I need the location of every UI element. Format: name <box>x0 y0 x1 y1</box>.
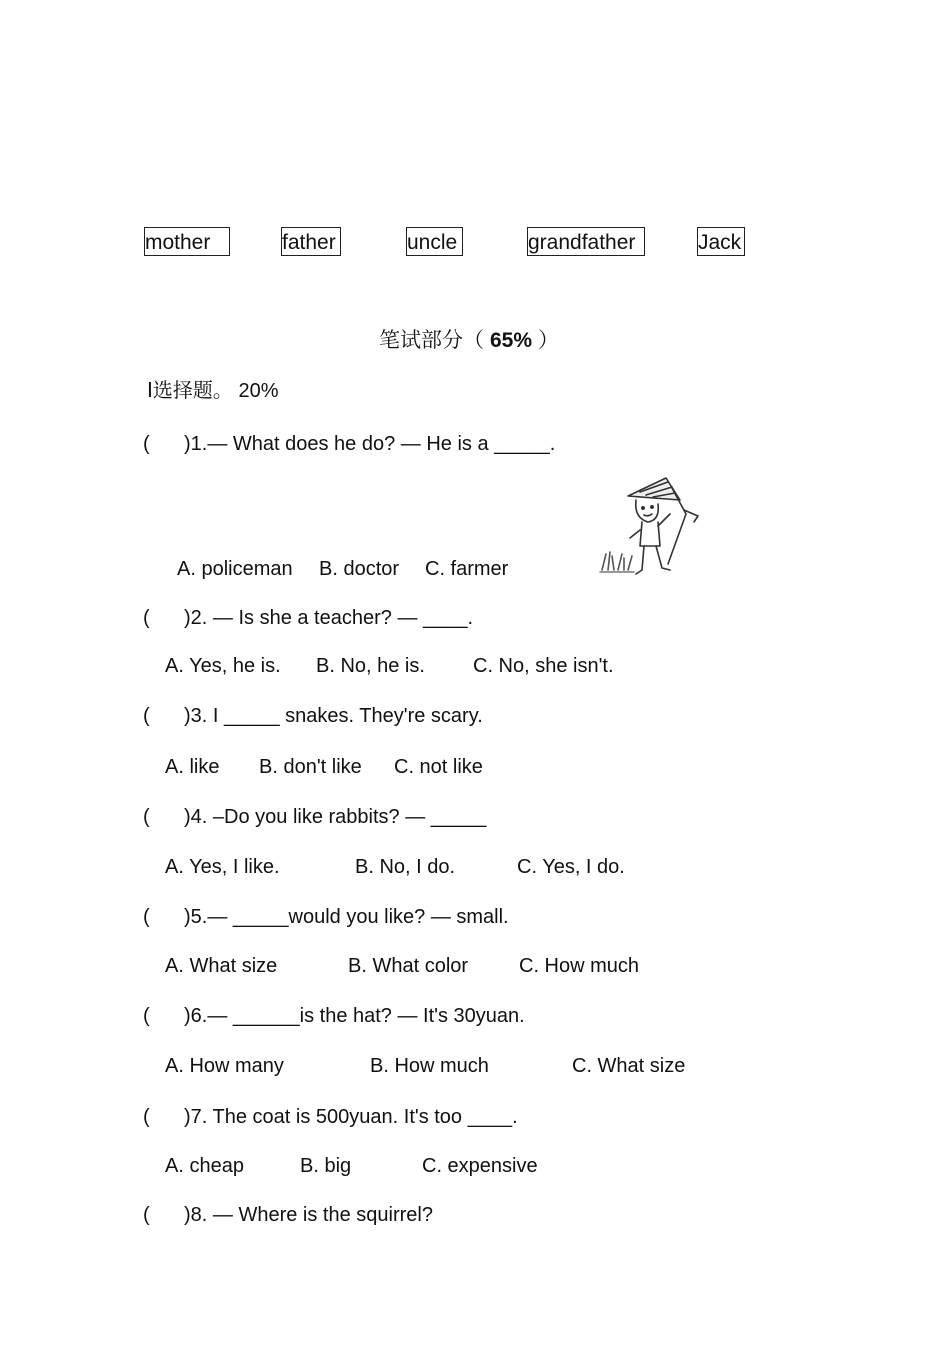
q6-option-b: B. How much <box>370 1055 489 1077</box>
q4-bracket: ( <box>143 806 150 828</box>
q1-option-b: B. doctor <box>319 558 400 580</box>
q7-option-b: B. big <box>300 1155 352 1177</box>
q6-stem: )6.— ______is the hat? — It's 30yuan. <box>184 1005 525 1027</box>
q6-option-c: C. What size <box>572 1055 686 1077</box>
q8-stem: )8. — Where is the squirrel? <box>184 1204 433 1226</box>
q1-bracket: ( <box>143 433 150 455</box>
section-title-suffix: ） <box>538 329 560 352</box>
part1-heading: Ⅰ选择题。 20% <box>147 380 279 402</box>
q2-option-b: B. No, he is. <box>316 655 425 677</box>
q7-option-a: A. cheap <box>165 1155 244 1177</box>
q4-option-a: A. Yes, I like. <box>165 856 280 878</box>
q5-option-a: A. What size <box>165 955 278 977</box>
q1-option-c: C. farmer <box>425 558 509 580</box>
q3-option-c: C. not like <box>394 756 483 778</box>
q5-bracket: ( <box>143 906 150 928</box>
q3-stem: )3. I _____ snakes. They're scary. <box>184 705 483 727</box>
q2-bracket: ( <box>143 607 150 629</box>
q2-stem: )2. — Is she a teacher? — ____. <box>184 607 474 629</box>
q6-option-a: A. How many <box>165 1055 284 1077</box>
q6-bracket: ( <box>143 1005 150 1027</box>
q5-option-c: C. How much <box>519 955 640 977</box>
q3-bracket: ( <box>143 705 150 727</box>
section-title <box>379 329 559 353</box>
word-box-father: father <box>281 227 341 256</box>
word-box-jack: Jack <box>697 227 745 256</box>
q2-option-a: A. Yes, he is. <box>165 655 281 677</box>
q8-bracket: ( <box>143 1204 150 1226</box>
q5-option-b: B. What color <box>348 955 469 977</box>
word-box-mother: mother <box>144 227 230 256</box>
q1-stem: )1.— What does he do? — He is a _____. <box>184 433 556 455</box>
q5-stem: )5.— _____would you like? — small. <box>184 906 509 928</box>
q3-option-b: B. don't like <box>259 756 362 778</box>
word-box-grandfather: grandfather <box>527 227 645 256</box>
q7-bracket: ( <box>143 1106 150 1128</box>
q4-option-b: B. No, I do. <box>355 856 456 878</box>
q7-option-c: C. expensive <box>422 1155 538 1177</box>
section-title-percent: 65% <box>490 329 533 352</box>
q1-option-a: A. policeman <box>177 558 293 580</box>
q7-stem: )7. The coat is 500yuan. It's too ____. <box>184 1106 518 1128</box>
farmer-illustration-icon <box>598 474 704 578</box>
q4-stem: )4. –Do you like rabbits? — _____ <box>184 806 487 828</box>
q3-option-a: A. like <box>165 756 220 778</box>
section-title-prefix: 笔试部分（ <box>379 329 484 352</box>
word-box-uncle: uncle <box>406 227 463 256</box>
q4-option-c: C. Yes, I do. <box>517 856 625 878</box>
q2-option-c: C. No, she isn't. <box>473 655 614 677</box>
